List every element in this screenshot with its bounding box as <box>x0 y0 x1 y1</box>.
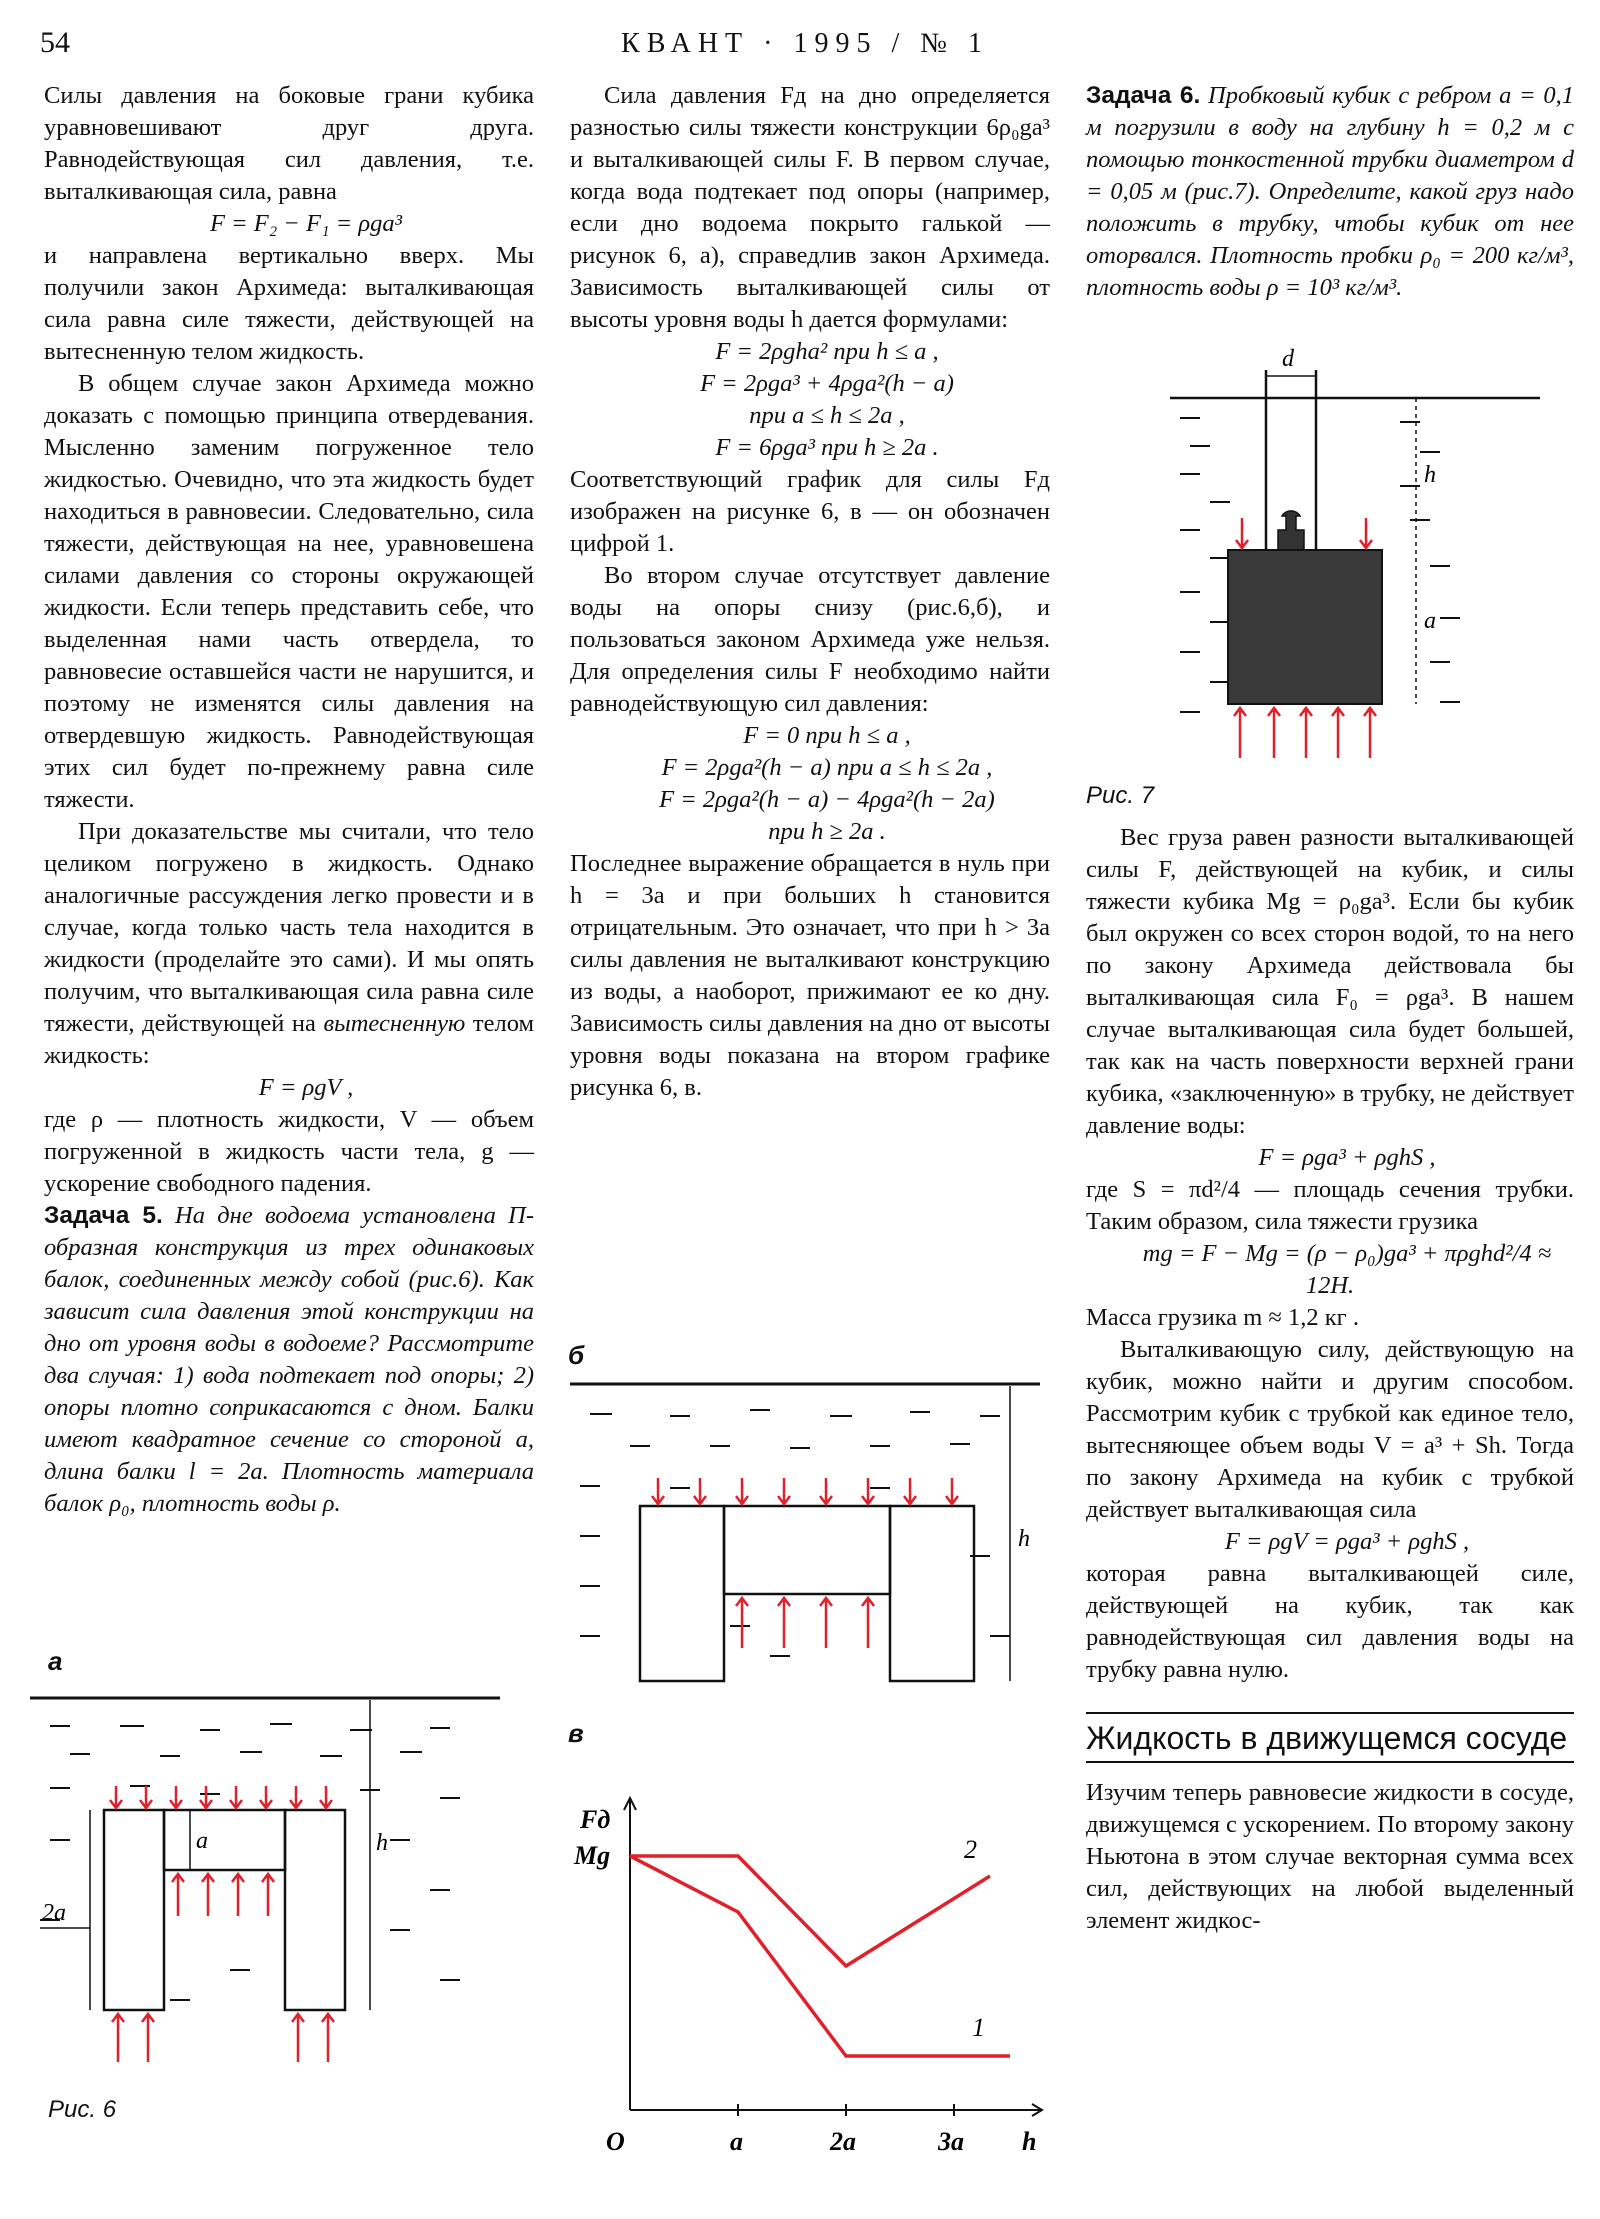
fig7-h: h <box>1424 462 1436 488</box>
col3-paragraph-1: Вес груза равен разности выталкивающей силы F, действующей на кубик, и силы тяжести кубика Mg = ρ₀ga³. Если бы кубик был окружен со всех сторон водой, то на него по закону Архимеда действовала бы выталкивающая сила F₀ = ρga³. В нашем случае выталкивающая сила будет большей, так как на часть поверхности верхней грани кубика, «заключенную» в трубку, не действует давление воды: <box>1086 824 1574 1139</box>
figure-6b <box>570 1376 1050 1706</box>
fig6a-h: h <box>376 1830 388 1856</box>
figure-6a <box>30 1690 510 2070</box>
graph-y-label: Fд <box>580 1805 611 1834</box>
graph-curve-2 <box>630 1856 990 1966</box>
col3-paragraph-4: Выталкивающую силу, действующую на кубик, можно найти и другим способом. Рассмотрим кубик с трубкой как единое тело, вытесняющее объем воды V = a³ + Sh. Тогда по закону Архимеда на кубик с трубкой действует выталкивающая сила <box>1086 1336 1574 1523</box>
col3-equation-1: F = ρga³ + ρghS , <box>1258 1144 1436 1171</box>
col1-paragraph-1: Силы давления на боковые грани кубика уравновешивают друг друга. Равнодействующая сил давления, т.е. выталкивающая сила, равна <box>44 82 534 205</box>
col2-equation-7: F = 2ρga²(h − a) − 4ρga²(h − 2a) <box>659 786 995 813</box>
task-6: Задача 6. Пробковый кубик с ребром a = 0,1 м погрузили в воду на глубину h = 0,2 м с помощью тонкостенной трубки диаметром d = 0,05 м (рис.7). Определите, какой груз надо положить в трубку, чтобы кубик от нее оторвался. Плотность пробки ρ₀ = 200 кг/м³, плотность воды ρ = 10³ кг/м³. <box>1086 82 1574 301</box>
col2-equation-8: при h ≥ 2a . <box>768 818 886 845</box>
fig6b-label: б <box>568 1340 585 1370</box>
fig6a-arrows-bottom <box>112 1874 334 2062</box>
col3-paragraph-5: которая равна выталкивающей силе, действующей на кубик, так как равнодействующая сил давления воды на трубку равна нулю. <box>1086 1560 1574 1683</box>
col2-paragraph-1: Сила давления Fд на дно определяется разностью силы тяжести конструкции 6ρ₀ga³ и выталкивающей силы F. В первом случае, когда вода подтекает под опоры (например, если дно водоема покрыто галькой — рисунок 6, а), справедлив закон Архимеда. Зависимость выталкивающей силы от высоты уровня воды h дается формулами: <box>570 82 1050 333</box>
fig7-d: d <box>1282 346 1294 372</box>
fig6a-2a: 2a <box>42 1900 66 1926</box>
graph-tick-a: a <box>730 2127 743 2156</box>
page-header <box>40 26 1570 66</box>
journal-title: КВАНТ · 1995 / № 1 <box>621 28 989 59</box>
fig6a-label: а <box>48 1646 63 1676</box>
col2-paragraph-2: Соответствующий график для силы Fд изображен на рисунке 6, в — он обозначен цифрой 1. <box>570 466 1050 557</box>
fig7-caption: Рис. 7 <box>1086 782 1155 809</box>
col1-paragraph-4: При доказательстве мы считали, что тело целиком погружено в жидкость. Однако аналогичные рассуждения легко провести и в случае, когда только часть тела находится в жидкости (проделайте это сами). И мы опять получим, что выталкивающая сила равна силе тяжести, действующей на вытесненную телом жидкость: <box>44 818 534 1069</box>
col1-paragraph-5: где ρ — плотность жидкости, V — объем погруженной в жидкость части тела, g — ускорение свободного падения. <box>44 1106 534 1197</box>
fig6a-arrows-top <box>110 1786 332 1808</box>
col3-equation-2: mg = F − Mg = (ρ − ρ₀)ga³ + πρghd²/4 ≈ 12Н. <box>1142 1240 1552 1299</box>
water-dashes <box>580 1410 1010 1656</box>
page-number: 54 <box>40 26 70 59</box>
col1-paragraph-3: В общем случае закон Архимеда можно доказать с помощью принципа отвердевания. Мысленно заменим погруженное тело жидкостью. Очевидно, что эта жидкость будет находиться в равновесии. Следовательно, сила тяжести, действующая на нее, уравновешена силами давления со стороны окружающей жидкости. Если теперь представить себе, что выделенная нами часть отвердела, то равновесие оставшейся части не нарушится, и поэтому не изменятся силы давления на отвердевшую жидкость. Равнодействующая этих сил будет по-прежнему равна силе тяжести. <box>44 370 534 813</box>
col1-paragraph-2: и направлена вертикально вверх. Мы получили закон Архимеда: выталкивающая сила равна силе тяжести, действующей на вытесненную телом жидкость. <box>44 242 534 365</box>
col1-equation-2: F = ρgV , <box>258 1074 354 1101</box>
fig6b-arrows-top <box>652 1478 958 1504</box>
col2-equation-4: F = 6ρga³ при h ≥ 2a . <box>715 434 939 461</box>
graph-mg-label: Mg <box>574 1841 611 1870</box>
col3-paragraph-6: Изучим теперь равновесие жидкости в сосуде, движущемся с ускорением. По второму закону Ньютона в этом случае векторная сумма всех сил, действующих на любой выделенный элемент жидкос- <box>1086 1779 1574 1934</box>
column-3-top <box>1086 80 1574 304</box>
col1-equation-1: F = F₂ − F₁ = ρga³ <box>210 210 402 237</box>
col3-equation-3: F = ρgV = ρga³ + ρghS , <box>1224 1528 1470 1555</box>
col2-equation-1: F = 2ρgha² при h ≤ a , <box>715 338 939 365</box>
col2-paragraph-3: Во втором случае отсутствует давление воды на опоры снизу (рис.6,б), и пользоваться законом Архимеда уже нельзя. Для определения силы F необходимо найти равнодействующую сил давления: <box>570 562 1050 717</box>
graph-curve-1 <box>630 1856 1010 2056</box>
graph-tick-3a: 3a <box>938 2127 964 2156</box>
section-title: Жидкость в движущемся сосуде <box>1086 1712 1574 1763</box>
fig6-caption: Рис. 6 <box>48 2096 117 2123</box>
fig7-a: a <box>1424 608 1436 634</box>
col3-paragraph-3: Масса грузика m ≈ 1,2 кг . <box>1086 1304 1359 1331</box>
col2-equation-5: F = 0 при h ≤ a , <box>743 722 911 749</box>
graph-curve-1-label: 1 <box>972 2013 985 2042</box>
fig6a-a: a <box>196 1828 208 1854</box>
graph-curve-2-label: 2 <box>964 1835 977 1864</box>
graph-tick-h: h <box>1022 2127 1037 2156</box>
col2-equation-2: F = 2ρga³ + 4ρga²(h − a) <box>700 370 954 397</box>
figure-6v-graph <box>570 1770 1060 2170</box>
fig6b-arrows-bottom <box>736 1598 874 1648</box>
fig7-weight <box>1278 511 1304 550</box>
col3-paragraph-2: где S = πd²/4 — площадь сечения трубки. Таким образом, сила тяжести грузика <box>1086 1176 1574 1235</box>
col2-paragraph-4: Последнее выражение обращается в нуль при h = 3a и при больших h становится отрицательным. Это означает, что при h > 3a силы давления не выталкивают конструкцию из воды, а наоборот, прижимают ее ко дну. Зависимость силы давления на дно от высоты уровня воды показана на втором графике рисунка 6, в. <box>570 850 1050 1101</box>
col2-equation-6: F = 2ρga²(h − a) при a ≤ h ≤ 2a , <box>661 754 993 781</box>
fig7-cork-cube <box>1228 550 1382 704</box>
column-1 <box>44 80 534 1520</box>
column-3-body <box>1086 822 1574 1937</box>
column-2 <box>570 80 1050 1104</box>
task-5: Задача 5. На дне водоема установлена П-образная конструкция из трех одинаковых балок, соединенных между собой (рис.6). Как зависит сила давления этой конструкции на дно от уровня воды в водоеме? Рассмотрите два случая: 1) вода подтекает под опоры; 2) опоры плотно соприкасаются с дном. Балки имеют квадратное сечение со стороной a, длина балки l = 2a. Плотность материала балок ρ₀, плотность воды ρ. <box>44 1202 534 1517</box>
fig6b-h: h <box>1018 1526 1030 1552</box>
figure-7 <box>1170 346 1550 772</box>
graph-origin: O <box>606 2127 625 2156</box>
col2-equation-3: при a ≤ h ≤ 2a , <box>749 402 905 429</box>
fig6v-label: в <box>568 1718 584 1748</box>
graph-tick-2a: 2a <box>830 2127 856 2156</box>
